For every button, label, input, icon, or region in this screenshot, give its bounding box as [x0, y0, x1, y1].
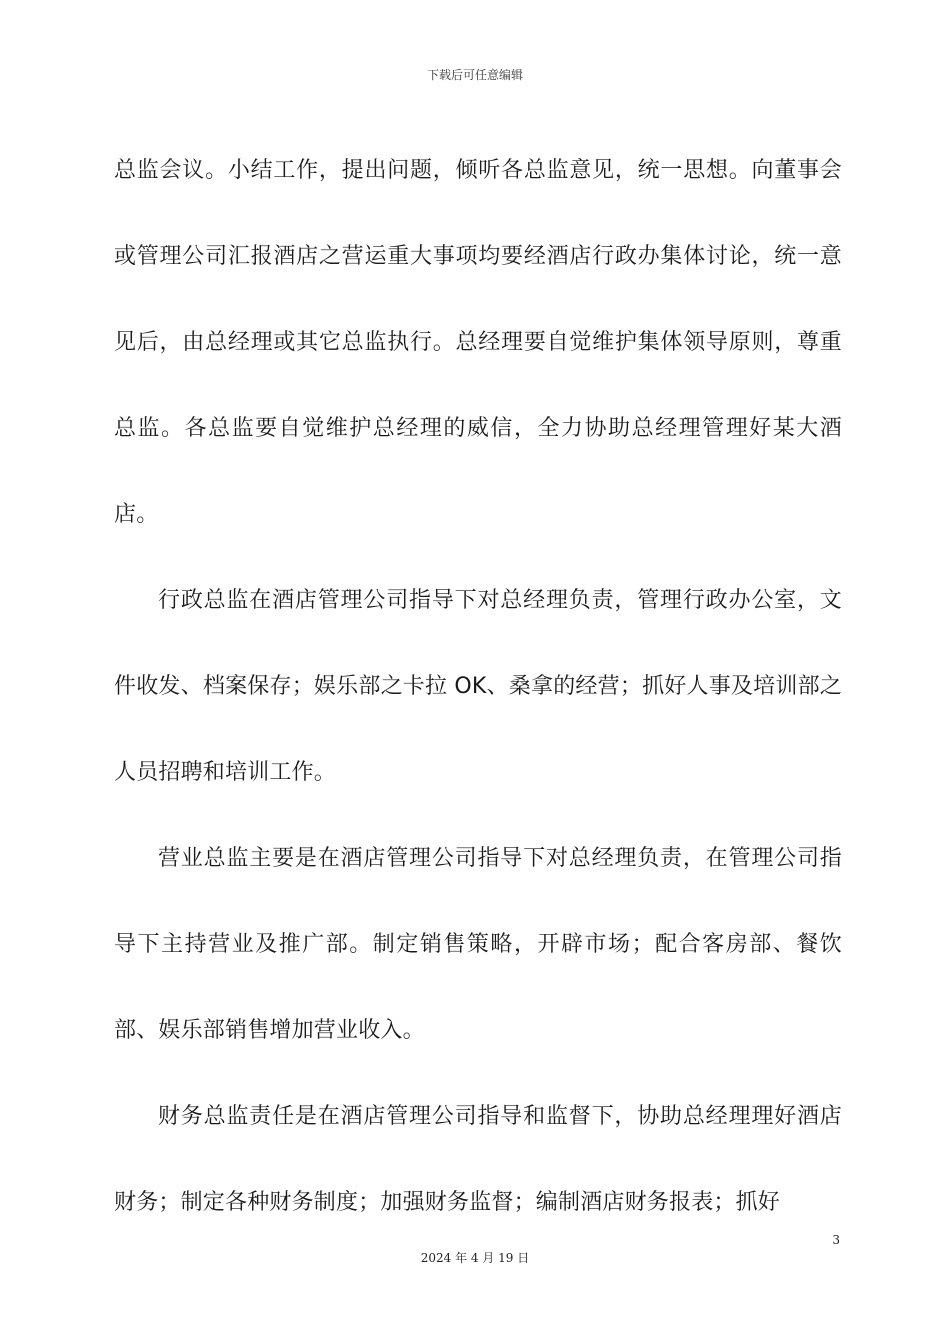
paragraph-continuation: 总监会议。小结工作，提出问题，倾听各总监意见，统一思想。向董事会或管理公司汇报酒店之营运重大事项均要经酒店行政办集体讨论，统一意见后，由总经理或其它总监执行。总经理要自觉维护集体领导原则，尊重总监。各总监要自觉维护总经理的威信，全力协助总经理管理好某大酒店。 [114, 158, 842, 527]
page-header-note: 下载后可任意编辑 [426, 68, 523, 82]
paragraph-administrative-director: 行政总监在酒店管理公司指导下对总经理负责，管理行政办公室，文件收发、档案保存；娱乐部之卡拉 OK、桑拿的经营；抓好人事及培训部之人员招聘和培训工作。 [114, 588, 842, 785]
paragraph-finance-director: 财务总监责任是在酒店管理公司指导和监督下，协助总经理理好酒店财务；制定各种财务制度；加强财务监督；编制酒店财务报表；抓好 [114, 1104, 842, 1215]
paragraph-business-director: 营业总监主要是在酒店管理公司指导下对总经理负责，在管理公司指导下主持营业及推广部。制定销售策略，开辟市场；配合客房部、餐饮部、娱乐部销售增加营业收入。 [114, 846, 842, 1043]
footer-date: 2024 年 4 月 19 日 [420, 1251, 530, 1265]
document-body [114, 128, 842, 1246]
page-number: 3 [832, 1233, 840, 1247]
